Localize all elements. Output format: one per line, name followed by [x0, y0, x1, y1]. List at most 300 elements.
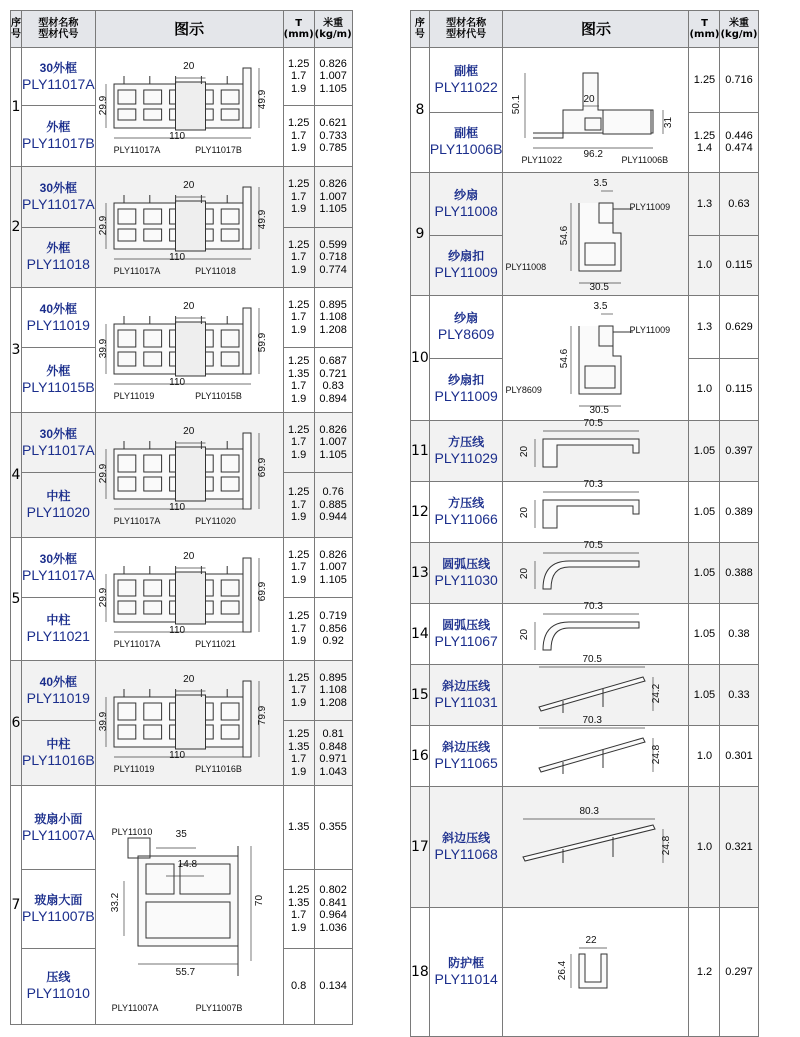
profile-name: 外框: [46, 120, 71, 135]
profile-row: [411, 726, 759, 787]
thickness-cell-value: 1.25: [287, 117, 310, 130]
profile-name-cell: [429, 787, 503, 908]
weight-cell: 0.388: [720, 543, 758, 604]
profile-drawing: [114, 681, 251, 757]
profile-row: [411, 908, 759, 1037]
profile-row: [11, 786, 353, 870]
thickness-cell: 1.0: [689, 726, 720, 787]
weight-cell-value: 1.108: [319, 311, 347, 324]
weight-cell: 0.38: [720, 604, 758, 665]
weight-cell-value: 0.885: [319, 498, 347, 511]
weight-cell: [720, 296, 758, 359]
profile-drawing: [539, 738, 645, 774]
dim-height-label: 29.9: [97, 587, 109, 608]
profile-code-label: PLY11009: [629, 202, 671, 212]
figure-canvas: [96, 288, 283, 412]
profile-name-cell: [22, 473, 96, 538]
thickness-cell: 1.05: [689, 421, 720, 482]
weight-cell-value: 0.841: [319, 896, 347, 909]
dim-length-label: 110: [169, 625, 186, 636]
weight-cell: [314, 598, 352, 661]
profile-code: PLY11020: [26, 504, 90, 521]
profile-leg: [243, 433, 251, 509]
profile-name: 斜边压线: [442, 679, 491, 693]
dim-length-label: 110: [169, 377, 186, 388]
profile-name-cell: [429, 296, 503, 359]
profile-body: [543, 439, 639, 467]
thickness-cell-value: 1.3: [696, 320, 713, 333]
weight-cell-value: 0.721: [319, 367, 347, 380]
dim-width-label: 14.8: [177, 859, 198, 870]
profile-leg: [243, 558, 251, 632]
profile-name: 纱扇: [454, 187, 479, 202]
profile-code: PLY11010: [26, 985, 90, 1002]
weight-cell-value: 0.785: [319, 142, 347, 155]
weight-header: 米重 (kg/m): [720, 11, 758, 48]
thickness-cell-value: 1.7: [291, 436, 307, 449]
thickness-cell-value: 1.9: [291, 392, 307, 405]
row-number: 10: [411, 296, 430, 421]
profile-name: 防护框: [448, 956, 485, 970]
dim-height-label: 59.9: [256, 332, 268, 353]
dim-height-label: 79.9: [256, 705, 268, 726]
weight-cell-value: 0.826: [319, 57, 347, 70]
profile-code: PLY11019: [26, 316, 90, 333]
profile-name-cell: [429, 112, 503, 172]
weight-cell-value: 0.895: [319, 671, 347, 684]
weight-cell-value: 0.826: [319, 423, 347, 436]
profile-figure: [95, 288, 283, 413]
weight-cell-value: 0.63: [728, 197, 750, 210]
profile-row: [411, 482, 759, 543]
profile-name-cell: [22, 948, 96, 1024]
weight-cell-value: 0.719: [319, 610, 347, 623]
weight-cell-value: 0.826: [319, 178, 347, 190]
name-header: 型材名称 型材代号: [22, 11, 96, 48]
profile-row: [411, 787, 759, 908]
thickness-cell-value: 1.9: [291, 573, 307, 586]
row-number: 14: [411, 604, 430, 665]
row-number: 11: [411, 421, 430, 482]
profile-code-label: PLY11010: [111, 827, 153, 837]
weight-cell-value: 0.718: [319, 251, 347, 263]
thickness-cell-value: 1.3: [696, 197, 713, 210]
weight-cell-value: 1.105: [319, 448, 347, 461]
dim-width-label: 20: [183, 551, 195, 562]
thickness-cell-value: 1.25: [287, 486, 310, 499]
weight-cell: [314, 48, 352, 106]
profile-name: 压线: [46, 970, 71, 985]
row-number: 8: [411, 48, 430, 173]
dim-width-label: 20: [183, 426, 195, 437]
thickness-cell-value: 1.4: [696, 142, 713, 155]
weight-cell-value: 0.964: [319, 909, 347, 921]
profile-code: PLY11031: [434, 694, 498, 710]
profile-figure-svg: [503, 543, 688, 603]
profile-drawing: [579, 954, 607, 988]
profile-code: PLY11006B: [429, 141, 503, 158]
t-header: T (mm): [689, 11, 720, 48]
thickness-cell-value: 1.25: [287, 298, 310, 311]
dim-width-label: 20: [183, 180, 195, 191]
weight-cell-value: 1.208: [319, 323, 347, 336]
thickness-cell: [283, 167, 314, 228]
weight-cell: [314, 661, 352, 721]
thickness-cell: [283, 948, 314, 1024]
profile-code-label: PLY11006B: [621, 155, 669, 165]
profile-name-cell: [22, 167, 96, 228]
profile-name-cell: [22, 48, 96, 106]
thickness-cell-value: 1.25: [287, 728, 310, 741]
dim-length-label: 110: [169, 502, 186, 513]
thickness-cell-value: 1.25: [693, 129, 716, 142]
thickness-cell: [689, 112, 720, 172]
weight-cell: [314, 870, 352, 948]
profile-name: 圆弧压线: [442, 557, 491, 571]
thickness-cell: [283, 227, 314, 288]
weight-cell: 0.389: [720, 482, 758, 543]
thickness-cell-value: 1.0: [696, 259, 713, 271]
profile-row: [11, 538, 353, 598]
thickness-cell-value: 1.25: [287, 548, 310, 561]
dim-height-label: 29.9: [97, 463, 109, 484]
thickness-cell-value: 1.9: [291, 263, 307, 276]
thickness-cell: [283, 786, 314, 870]
profile-leg: [243, 68, 251, 128]
thermal-break: [175, 572, 205, 624]
dim-height-label: 31: [663, 116, 675, 129]
weight-cell-value: 0.848: [319, 740, 347, 753]
thickness-cell-value: 1.25: [287, 884, 310, 896]
profile-drawing: [114, 433, 251, 509]
profile-code: PLY11068: [434, 846, 498, 862]
dim-height-label: 29.9: [97, 95, 109, 116]
dim-height-label: 39.9: [97, 711, 109, 732]
weight-cell-value: 1.108: [319, 684, 347, 697]
profile-code: PLY11021: [26, 628, 90, 645]
thickness-cell-value: 1.7: [291, 129, 307, 142]
right-header-row: [411, 11, 759, 48]
thickness-cell-value: 1.7: [291, 251, 307, 263]
profile-code: PLY11009: [434, 264, 498, 281]
profile-name-cell: [22, 661, 96, 721]
weight-cell-value: 0.76: [322, 486, 344, 499]
profile-name-cell: [429, 173, 503, 236]
thickness-cell: [283, 721, 314, 786]
dim-height-label: 50.1: [511, 94, 523, 115]
profile-name: 40外框: [39, 674, 77, 689]
profile-row: [11, 661, 353, 721]
profile-name: 中柱: [46, 737, 71, 752]
profile-name: 方压线: [448, 435, 485, 449]
profile-name-cell: [429, 543, 503, 604]
profile-name: 圆弧压线: [442, 618, 491, 632]
thickness-cell: 1.05: [689, 482, 720, 543]
profile-figure: [95, 538, 283, 661]
weight-header: 米重 (kg/m): [314, 11, 352, 48]
dim-height-label: 69.9: [256, 457, 268, 478]
profile-name-cell: [22, 538, 96, 598]
profile-name: 中柱: [46, 613, 71, 628]
profile-figure: [503, 540, 689, 604]
profile-row: [411, 543, 759, 604]
dim-length-label: 110: [169, 750, 186, 761]
weight-cell-value: 0.83: [322, 380, 344, 393]
row-number: 9: [411, 173, 430, 296]
profile-row: [411, 296, 759, 359]
weight-cell: [314, 288, 352, 348]
profile-name-cell: [429, 665, 503, 726]
figure-canvas: [96, 167, 283, 287]
thickness-cell-value: 1.7: [291, 909, 307, 921]
thermal-break: [175, 695, 205, 749]
row-number: 12: [411, 482, 430, 543]
profile-figure: [503, 48, 689, 173]
profile-row: [11, 48, 353, 106]
dim-height-label: 26.4: [557, 960, 569, 981]
weight-cell: [314, 786, 352, 870]
figure-canvas: [96, 661, 283, 785]
weight-cell: 0.33: [720, 665, 758, 726]
profile-name: 副框: [454, 126, 479, 141]
profile-body: [579, 954, 607, 988]
profile-body: [523, 825, 655, 861]
row-number: 4: [11, 413, 22, 538]
figure-canvas: [503, 479, 688, 542]
thickness-cell-value: 1.9: [291, 142, 307, 155]
profile-code-label: PLY11016B: [195, 764, 242, 774]
dim-height-label: 33.2: [109, 892, 121, 913]
profile-figure-svg: [503, 421, 688, 481]
weight-cell-value: 0.474: [725, 142, 753, 155]
dim-height-label: 69.9: [256, 581, 268, 602]
profile-figure: [503, 173, 689, 296]
figure-header: 图示: [503, 11, 689, 48]
profile-code: PLY11017A: [22, 441, 95, 458]
profile-code-label: PLY11017A: [113, 145, 161, 155]
weight-cell: [314, 721, 352, 786]
dim-length-label: 55.7: [175, 967, 196, 978]
profile-row: [11, 167, 353, 228]
thickness-cell: [283, 473, 314, 538]
thickness-cell-value: 1.25: [693, 73, 716, 86]
profile-name-cell: [22, 786, 96, 870]
profile-figure: [503, 296, 689, 421]
dim-width-label: 35: [175, 829, 187, 840]
profile-figure: [95, 48, 283, 167]
thickness-cell: 1.2: [689, 908, 720, 1037]
thickness-cell-value: 1.9: [291, 448, 307, 461]
profile-drawing: [543, 622, 639, 650]
weight-cell-value: 0.599: [319, 238, 347, 251]
weight-cell-value: 0.134: [319, 980, 347, 993]
profile-code: PLY11014: [434, 971, 498, 987]
profile-code: PLY11029: [434, 450, 498, 466]
profile-name-cell: [22, 227, 96, 288]
profile-name: 纱扇: [454, 310, 479, 325]
weight-cell-value: 0.971: [319, 753, 347, 766]
profile-figure: [503, 787, 689, 908]
thickness-cell-value: 1.25: [287, 355, 310, 368]
weight-cell: [720, 358, 758, 421]
profile-code-label: PLY11017A: [113, 516, 161, 526]
weight-cell: [314, 227, 352, 288]
profile-drawing: [543, 439, 639, 467]
thickness-cell: [689, 48, 720, 113]
weight-cell-value: 0.716: [725, 73, 753, 86]
profile-code: PLY11018: [26, 256, 90, 273]
figure-canvas: [96, 413, 283, 537]
weight-cell: [720, 235, 758, 296]
dim-height-label: 24.8: [651, 744, 663, 765]
dim-width-label: 20: [183, 301, 195, 312]
figure-canvas: [503, 908, 688, 1036]
thickness-cell-value: 1.35: [287, 896, 310, 909]
weight-cell: [314, 167, 352, 228]
profile-name: 斜边压线: [442, 831, 491, 845]
dim-height-label: 70: [253, 894, 265, 907]
profile-figure: [95, 167, 283, 288]
thickness-cell-value: 1.9: [291, 696, 307, 709]
profile-name-cell: [429, 358, 503, 421]
row-number: 1: [11, 48, 22, 167]
dim-length-label: 110: [169, 252, 186, 263]
profile-code: PLY11019: [26, 689, 90, 706]
row-number: 6: [11, 661, 22, 786]
thickness-cell-value: 1.9: [291, 511, 307, 524]
row-number: 18: [411, 908, 430, 1037]
profile-name-cell: [22, 348, 96, 413]
profile-name: 外框: [46, 364, 71, 379]
weight-cell: [314, 348, 352, 413]
profile-row: [11, 413, 353, 473]
seq-header: 序号: [411, 11, 430, 48]
weight-cell-value: 0.81: [322, 728, 344, 741]
thickness-cell: 1.05: [689, 604, 720, 665]
profile-name-cell: [429, 604, 503, 665]
weight-cell-value: 1.007: [319, 70, 347, 83]
thickness-cell: [283, 413, 314, 473]
figure-canvas: [503, 787, 688, 907]
row-number: 16: [411, 726, 430, 787]
profile-figure: [503, 715, 689, 787]
dim-length-label: 22: [585, 935, 597, 946]
profile-name: 30外框: [39, 426, 77, 441]
profile-code: PLY11017A: [22, 75, 95, 92]
dim-length-label: 70.3: [582, 715, 602, 726]
figure-canvas: [503, 418, 688, 481]
row-number: 5: [11, 538, 22, 661]
thickness-cell-value: 1.35: [287, 367, 310, 380]
weight-cell-value: 0.944: [319, 511, 347, 524]
weight-cell-value: 1.036: [319, 921, 347, 934]
profile-name-cell: [22, 598, 96, 661]
profile-name-cell: [429, 726, 503, 787]
profile-drawing: [523, 825, 655, 863]
thickness-cell: [689, 235, 720, 296]
thickness-cell-value: 1.35: [287, 821, 310, 834]
thermal-break: [175, 322, 205, 376]
left-profile-table: [10, 10, 353, 1025]
right-profile-table: [410, 10, 759, 1037]
thickness-cell-value: 1.25: [287, 610, 310, 623]
weight-cell-value: 0.446: [725, 129, 753, 142]
dim-length-label: 30.5: [589, 282, 609, 293]
profile-body: [539, 677, 645, 711]
profile-body: [543, 622, 639, 650]
thickness-cell: [283, 106, 314, 167]
profile-figure: [95, 413, 283, 538]
profile-name: 纱扇扣: [448, 373, 485, 388]
weight-cell: 0.301: [720, 726, 758, 787]
weight-cell: [720, 173, 758, 236]
thickness-cell-value: 1.9: [291, 635, 307, 648]
weight-cell-value: 0.802: [319, 884, 347, 896]
profile-figure: [95, 786, 283, 1025]
thickness-cell-value: 1.9: [291, 323, 307, 336]
dim-height-label: 20: [519, 445, 531, 458]
thickness-cell: [283, 598, 314, 661]
profile-drawing: [114, 558, 251, 632]
dim-height-label: 20: [519, 567, 531, 580]
row-number: 3: [11, 288, 22, 413]
dim-height-label: 24.8: [661, 835, 673, 856]
name-header: 型材名称 型材代号: [429, 11, 503, 48]
dim-width-label: 3.5: [593, 301, 608, 312]
profile-name: 副框: [454, 63, 479, 78]
dim-length-label: 70.3: [583, 479, 603, 490]
profile-code: PLY11030: [434, 572, 498, 588]
thickness-cell-value: 1.9: [291, 82, 307, 95]
dim-length-label: 70.5: [583, 418, 603, 429]
profile-row: [411, 173, 759, 236]
profile-body: [603, 110, 651, 134]
thickness-cell-value: 1.9: [291, 765, 307, 778]
profile-name: 斜边压线: [442, 740, 491, 754]
profile-row: [411, 48, 759, 113]
thickness-cell-value: 1.7: [291, 753, 307, 766]
profile-code: PLY11017A: [22, 195, 95, 212]
dim-height-label: 20: [519, 628, 531, 641]
profile-name-cell: [22, 870, 96, 948]
thickness-cell-value: 1.25: [287, 178, 310, 190]
dim-length-label: 70.5: [583, 540, 603, 551]
glazing-bead: [128, 838, 150, 858]
dim-height-label: 39.9: [97, 338, 109, 359]
profile-name-cell: [22, 288, 96, 348]
weight-cell-value: 0.856: [319, 622, 347, 635]
dim-length-label: 70.5: [582, 654, 602, 665]
thickness-cell-value: 1.7: [291, 684, 307, 697]
thickness-cell: 1.05: [689, 665, 720, 726]
profile-code-label: PLY8609: [505, 385, 542, 395]
thickness-cell-value: 1.7: [291, 380, 307, 393]
profile-drawing: [114, 68, 251, 130]
profile-code: PLY8609: [437, 325, 495, 342]
thickness-cell-value: 1.0: [696, 383, 713, 395]
profile-code-label: PLY11009: [629, 325, 671, 335]
weight-cell-value: 0.115: [725, 383, 753, 395]
dim-width-label: 20: [183, 61, 195, 72]
thickness-cell-value: 1.9: [291, 921, 307, 934]
weight-cell-value: 0.629: [725, 320, 753, 333]
dim-width-label: 20: [183, 674, 195, 685]
dim-height-label: 24.2: [651, 683, 663, 704]
thickness-cell: [689, 173, 720, 236]
row-number: 17: [411, 787, 430, 908]
figure-canvas: [503, 540, 688, 603]
profile-code-label: PLY11021: [195, 639, 236, 649]
